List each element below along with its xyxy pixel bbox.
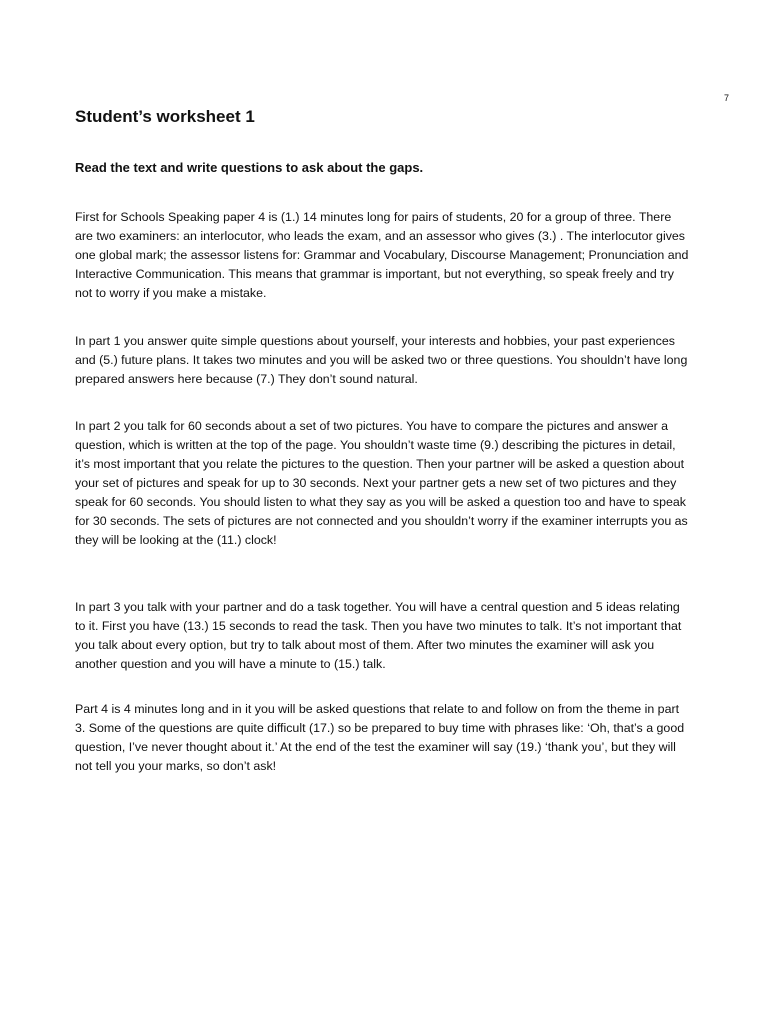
paragraph-exam-overview: First for Schools Speaking paper 4 is (1.) 14 minutes long for pairs of students, 20 for a group of three. There are two examiners: an interlocutor, who leads the exam, and an assessor who gives (3.) . The interlocutor gives one global mark; the assessor listens for: Grammar and Vocabulary, Discourse Management; Pronunciation and Interactive Communication. This means that grammar is important, but not everything, so speak freely and try not to worry if you make a mistake. [75, 210, 689, 300]
instruction-text: Read the text and write questions to ask about the gaps. [75, 160, 424, 175]
page-number: 7 [724, 93, 730, 103]
paragraph-part-3: In part 3 you talk with your partner and do a task together. You will have a central question and 5 ideas relating to it. First you have (13.) 15 seconds to read the task. Then you have two minutes to talk. It’s not important that you talk about every option, but try to talk about most of them. After two minutes the examiner will ask you another question and you will have a minute to (15.) talk. [75, 600, 682, 671]
paragraph-part-2: In part 2 you talk for 60 seconds about a set of two pictures. You have to compare the pictures and answer a question, which is written at the top of the page. You shouldn’t waste time (9.) describing the pictures in detail, it’s most important that you relate the pictures to the question. Then your partner will be asked a question about your set of pictures and speak for up to 30 seconds. Next your partner gets a new set of two pictures and they speak for 60 seconds. You should listen to what they say as you will be asked a question too and have to speak for 30 seconds. The sets of pictures are not connected and you shouldn’t worry if the examiner interrupts you as they will be looking at the (11.) clock! [75, 419, 688, 547]
worksheet-title: Student’s worksheet 1 [75, 107, 255, 126]
paragraph-part-4: Part 4 is 4 minutes long and in it you will be asked questions that relate to and follow on from the theme in part 3. Some of the questions are quite difficult (17.) so be prepared to buy time with phrases like: ‘Oh, that’s a good question, I’ve never thought about it.’ At the end of the test the examiner will say (19.) ‘thank you’, but they will not tell you your marks, so don’t ask! [75, 702, 685, 773]
paragraph-part-1: In part 1 you answer quite simple questions about yourself, your interests and hobbies, your past experiences and (5.) future plans. It takes two minutes and you will be asked two or three questions. You shouldn’t have long prepared answers here because (7.) They don’t sound natural. [75, 334, 688, 386]
